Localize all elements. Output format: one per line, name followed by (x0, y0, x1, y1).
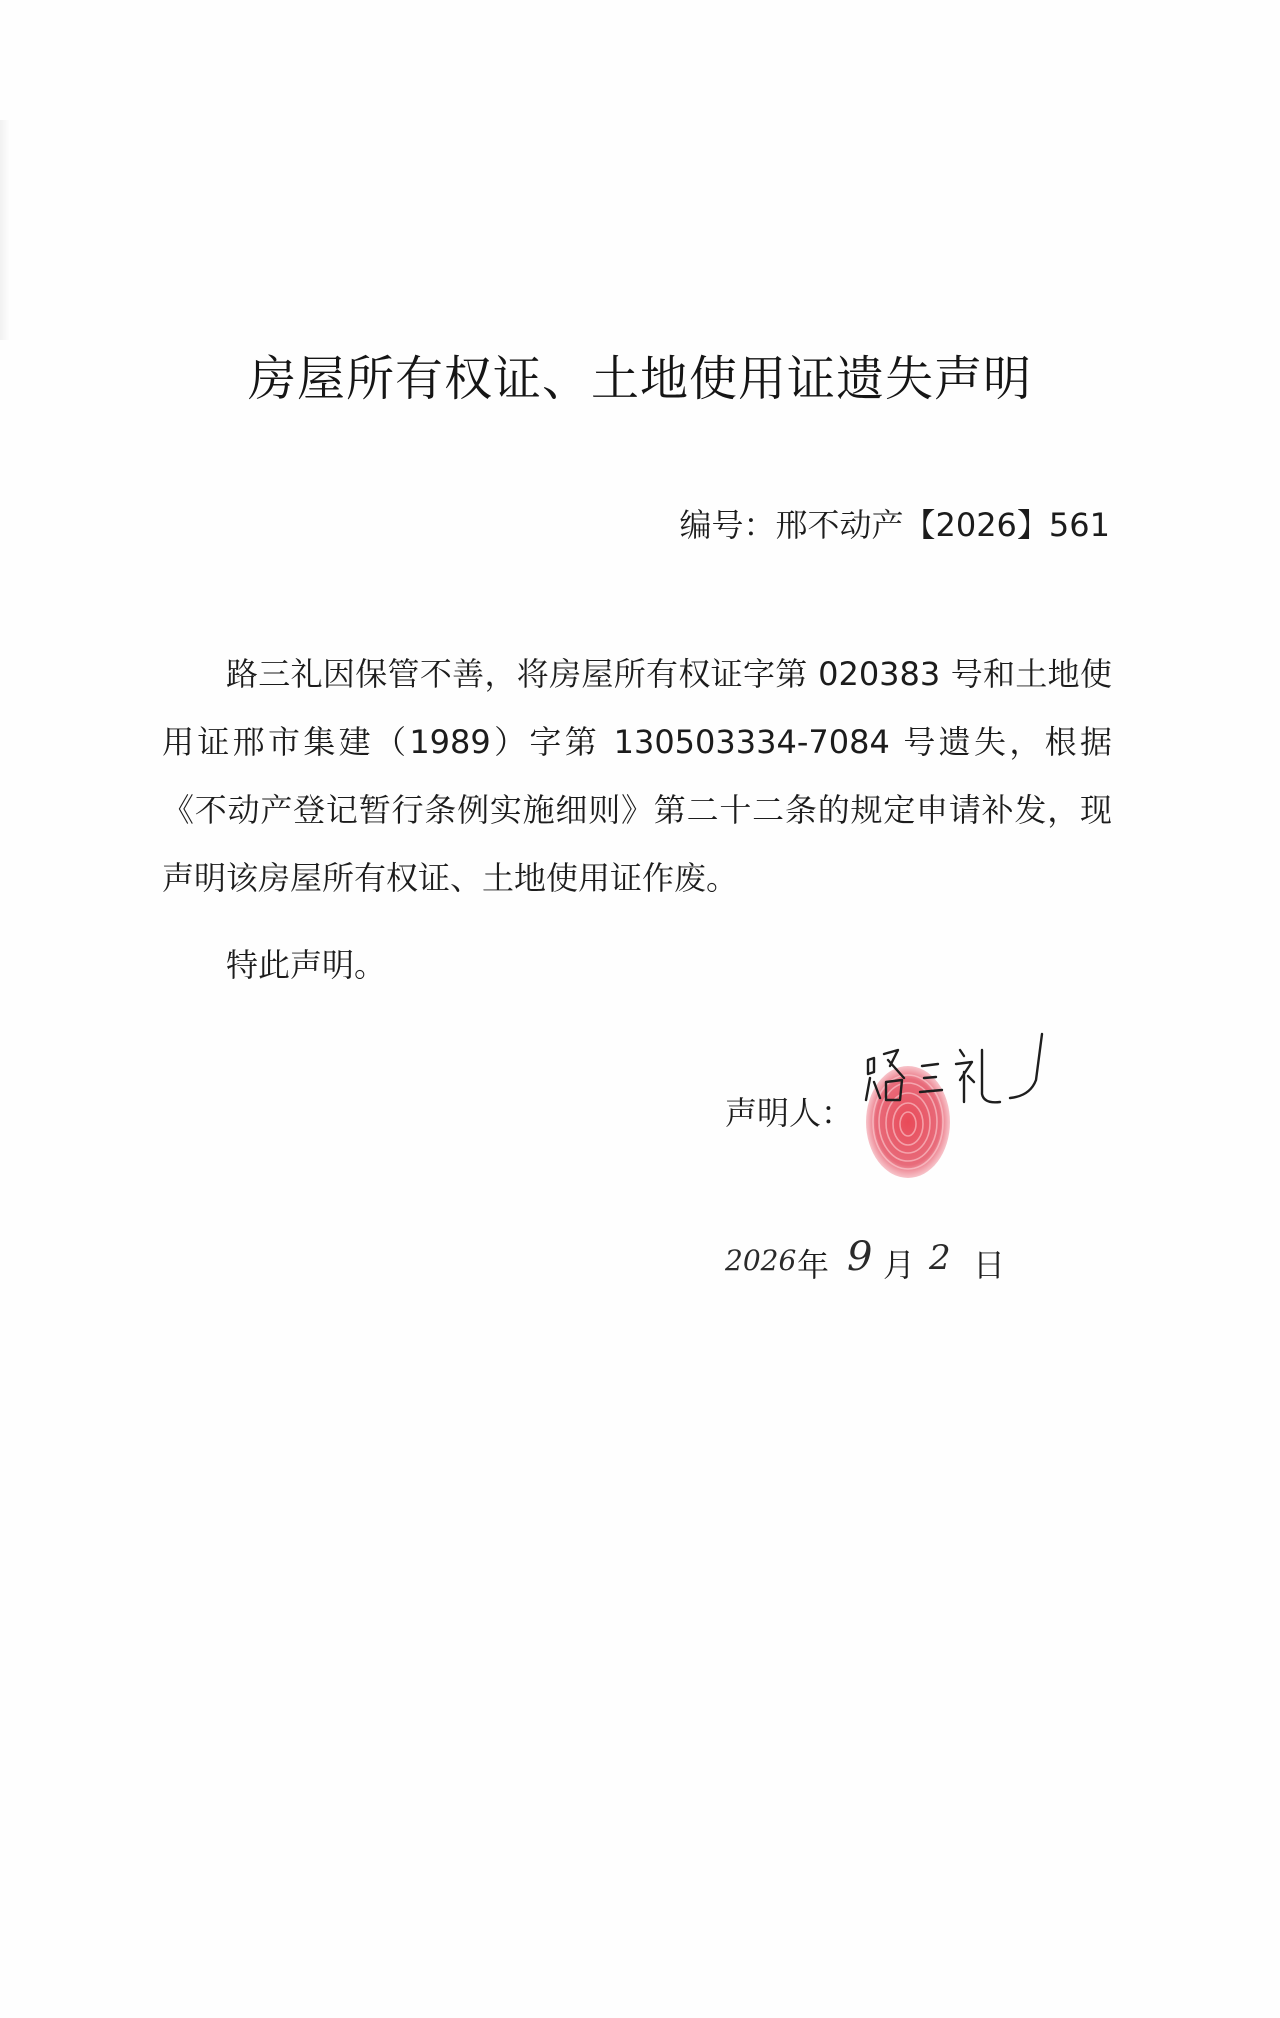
declarant-label: 声明人： (725, 1094, 854, 1132)
document-number: 编号：邢不动产【2026】561 (679, 506, 1110, 544)
declaration-date (725, 1234, 1025, 1294)
date-month: 9 (847, 1234, 873, 1280)
scan-edge-shadow (0, 120, 10, 340)
date-year: 2026 (725, 1244, 797, 1277)
handwritten-signature (860, 1020, 1060, 1130)
date-day-unit: 日 (973, 1246, 1006, 1284)
declaration-body: 路三礼因保管不善，将房屋所有权证字第 020383 号和土地使用证邢市集建（1989）字第 130503334-7084 号遗失，根据《不动产登记暂行条例实施细则》第二十二条的规定申请补发，现声明该房屋所有权证、土地使用证作废。 (162, 655, 1112, 897)
date-month-unit: 月 (883, 1246, 916, 1284)
closing-statement: 特此声明。 (226, 946, 387, 984)
date-day: 2 (929, 1238, 951, 1278)
date-year-unit: 年 (797, 1246, 830, 1284)
document-title: 房屋所有权证、土地使用证遗失声明 (247, 351, 1032, 407)
